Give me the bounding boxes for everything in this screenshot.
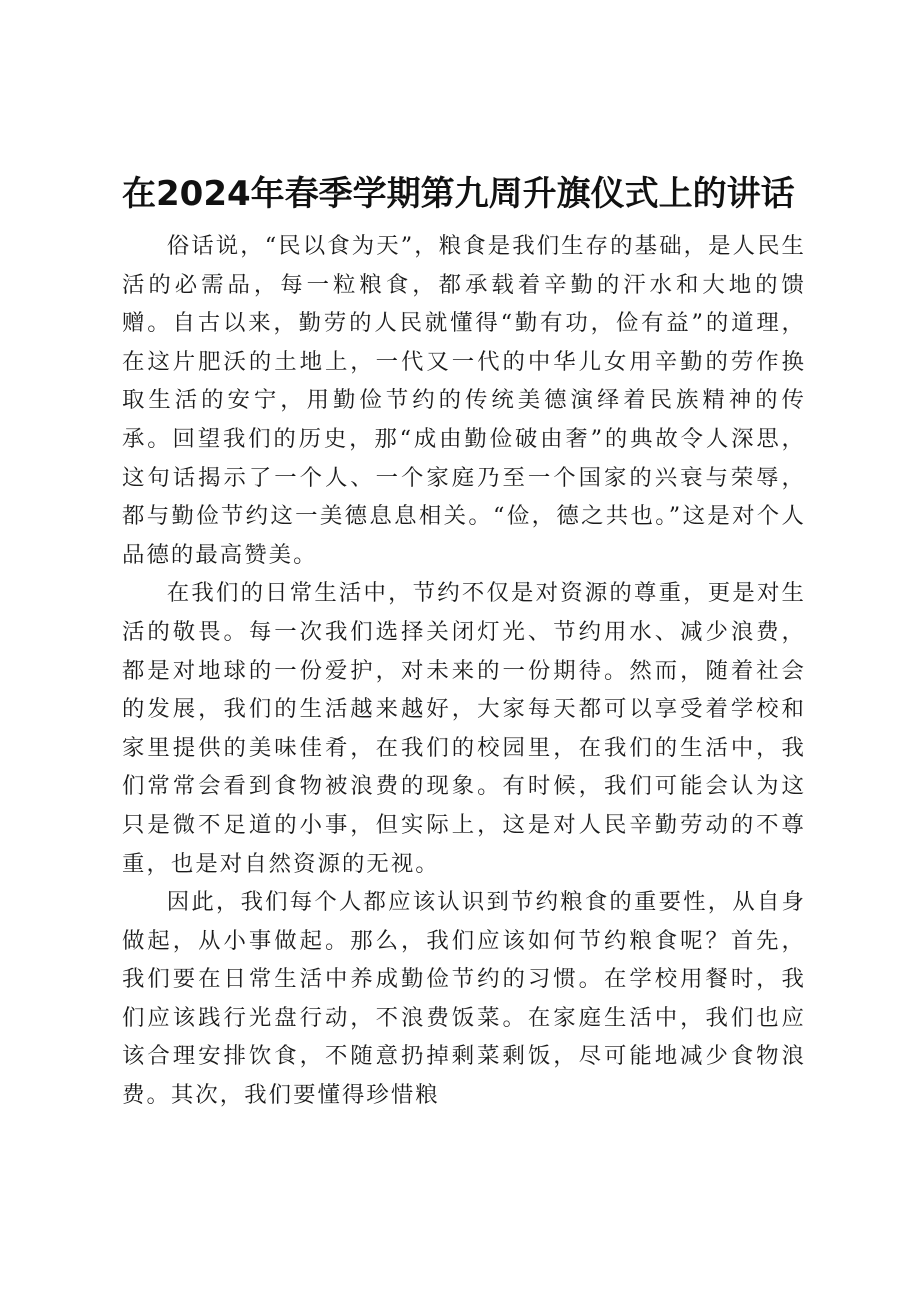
document-body <box>122 227 806 1115</box>
document-title: 在2024年春季学期第九周升旗仪式上的讲话 <box>122 174 795 214</box>
paragraph-1: 俗话说，“民以食为天”，粮食是我们生存的基础，是人民生活的必需品，每一粒粮食，都承载着辛勤的汗水和大地的馈赠。自古以来，勤劳的人民就懂得“勤有功，俭有益”的道理，在这片肥沃的土地上，一代又一代的中华儿女用辛勤的劳作换取生活的安宁，用勤俭节约的传统美德演绎着民族精神的传承。回望我们的历史，那“成由勤俭破由奢”的典故令人深思，这句话揭示了一个人、一个家庭乃至一个国家的兴衰与荣辱，都与勤俭节约这一美德息息相关。“俭，德之共也。”这是对个人品德的最高赞美。 <box>122 233 806 568</box>
paragraph-2: 在我们的日常生活中，节约不仅是对资源的尊重，更是对生活的敬畏。每一次我们选择关闭灯光、节约用水、减少浪费，都是对地球的一份爱护，对未来的一份期待。然而，随着社会的发展，我们的生活越来越好，大家每天都可以享受着学校和家里提供的美味佳肴，在我们的校园里，在我们的生活中，我们常常会看到食物被浪费的现象。有时候，我们可能会认为这只是微不足道的小事，但实际上，这是对人民辛勤劳动的不尊重，也是对自然资源的无视。 <box>122 580 806 877</box>
paragraph-3: 因此，我们每个人都应该认识到节约粮食的重要性，从自身做起，从小事做起。那么，我们应该如何节约粮食呢？首先，我们要在日常生活中养成勤俭节约的习惯。在学校用餐时，我们应该践行光盘行动，不浪费饭菜。在家庭生活中，我们也应该合理安排饮食，不随意扔掉剩菜剩饭，尽可能地减少食物浪费。其次，我们要懂得珍惜粮 <box>122 889 806 1109</box>
